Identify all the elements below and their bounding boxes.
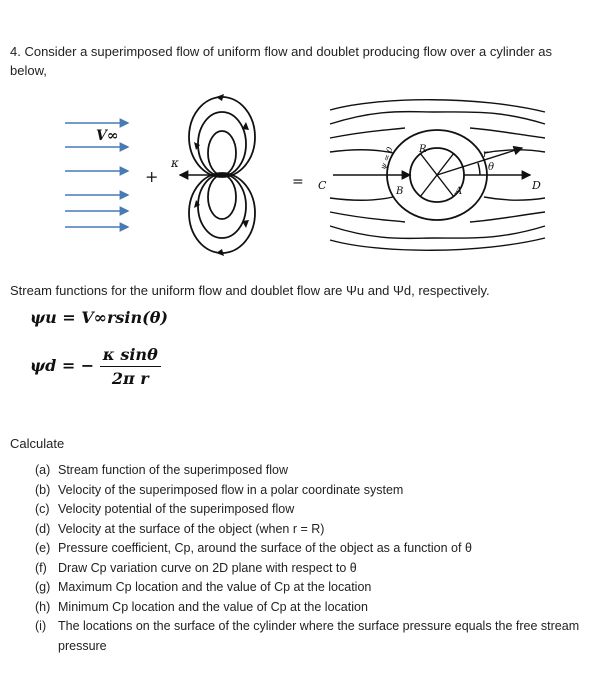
list-item [35,461,590,481]
doublet-eq-denominator: 2π r [111,369,149,388]
doublet-eq-lhs: ψd = − [30,356,95,375]
item-text: Velocity potential of the superimposed flow [58,502,295,516]
doublet-stream-function [30,345,161,388]
list-item [35,578,590,598]
doublet-eq-fraction [100,345,161,388]
r-label: r [483,149,488,160]
stream-functions-intro: Stream functions for the uniform flow and doublet flow are Ψu and Ψd, respectively. [10,283,490,298]
list-item [35,617,590,656]
uniform-velocity-label: V∞ [96,128,119,144]
radius-label: R [419,144,427,155]
item-label: (g) [35,580,51,594]
list-item [35,520,590,540]
list-item [35,598,590,618]
item-text: Velocity of the superimposed flow in a polar coordinate system [58,482,404,497]
equals-sign: = [292,174,304,190]
theta-label: θ [488,162,495,173]
psi-zero-label: ψ = 0 [378,145,395,171]
uniform-stream-function: ψu = V∞rsin(θ) [30,308,168,327]
item-label: (a) [35,463,51,477]
point-b-label: B [396,186,404,197]
item-text: Maximum Cp location and the value of Cp at the location [58,580,372,594]
item-label: (d) [35,521,51,536]
question-text: 4. Consider a superimposed flow of uniform flow and doublet producing flow over a cylinder as below, [10,44,552,78]
item-label: (i) [35,619,47,633]
item-label: (h) [35,599,51,614]
item-label: (c) [35,502,50,516]
list-item [35,481,590,501]
doublet-eq-numerator: κ sinθ [100,345,161,367]
item-label: (b) [35,482,51,497]
item-text: Velocity at the surface of the object (when r = R) [58,521,325,536]
item-label: (e) [35,541,51,555]
item-text: Stream function of the superimposed flow [58,463,288,477]
superimposed-flow [330,100,545,251]
task-list [35,461,590,656]
flow-figure [0,90,600,275]
list-item [35,500,590,520]
plus-sign: + [145,167,159,186]
point-d-label: D [532,179,541,192]
doublet-strength-label: κ [171,156,179,170]
point-c-label: C [318,179,327,192]
list-item [35,559,590,579]
item-text: Minimum Cp location and the value of Cp at the location [58,599,368,614]
list-item [35,539,590,559]
item-label: (f) [35,560,47,575]
flow-diagram [0,90,600,275]
doublet-flow [180,97,255,253]
item-text: Draw Cp variation curve on 2D plane with respect to θ [58,560,357,575]
point-a-label: A [455,186,463,197]
item-text: The locations on the surface of the cylinder where the surface pressure equals the free stream pressure [58,619,580,653]
item-text: Pressure coefficient, Cp, around the surface of the object as a function of θ [58,541,472,555]
calculate-heading: Calculate [10,436,65,451]
